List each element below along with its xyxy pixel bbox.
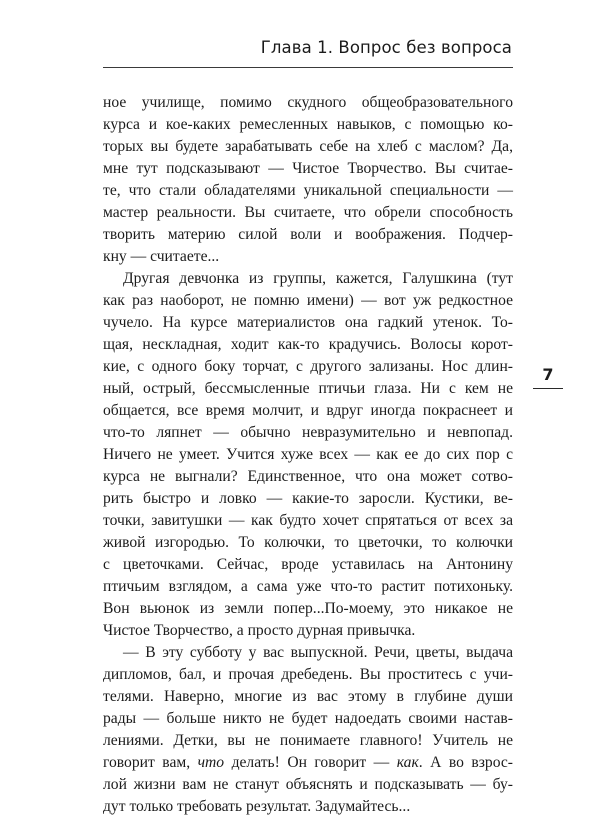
text-line: как раз наоборот, не помню имени) — вот уж редкостное: [103, 292, 513, 309]
text-line: лениями. Детки, вы не понимаете главного! Учитель не: [103, 732, 513, 749]
text-line: мастер реальности. Вы считаете, что обрели способность: [103, 204, 513, 221]
text-line: — В эту субботу у вас выпускной. Речи, цветы, выдача: [123, 644, 513, 661]
text-line: торых вы будете зарабатывать себе на хлеб с маслом? Да,: [103, 138, 513, 155]
text-line: с цветочками. Сейчас, вроде уставилась на Антонину: [103, 556, 513, 573]
text-line: щая, нескладная, ходит как-то крадучись. Волосы корот-: [103, 336, 513, 353]
text-line: кну — считаете...: [103, 248, 220, 265]
header-rule: [103, 67, 513, 68]
text-line: рить быстро и ловко — какие-то заросли. Кустики, ве-: [103, 490, 513, 507]
text-line: кие, с одного боку торчат, с другого зализаны. Нос длин-: [103, 358, 513, 375]
text-line: общается, все время молчит, и вдруг иногда покраснеет и: [103, 402, 513, 419]
text-segment: . А во взрос-: [418, 754, 513, 771]
text-line: курса и кое-каких ремесленных навыков, с помощью ко-: [103, 116, 513, 133]
text-line: чучело. На курсе материалистов она гадкий утенок. То-: [103, 314, 513, 331]
emphasis-how: как: [396, 754, 419, 771]
text-line: [103, 752, 513, 774]
text-line: телями. Наверно, многие из вас этому в глубине души: [103, 688, 513, 705]
text-line: дут только требовать результат. Задумайтесь...: [103, 798, 411, 815]
body-text: [103, 92, 513, 818]
page-number-rule: [533, 388, 563, 389]
text-line: Вон вьюнок из земли попер...По-моему, это никакое не: [103, 600, 513, 617]
text-line: творить материю силой воли и воображения. Подчер-: [103, 226, 513, 243]
text-line: мне тут подсказывают — Чистое Творчество. Вы считае-: [103, 160, 513, 177]
text-line: Чистое Творчество, а просто дурная привычка.: [103, 622, 416, 639]
text-line: птичьим взглядом, а сама уже что-то растит потихоньку.: [103, 578, 513, 595]
text-line: что-то ляпнет — обычно невразумительно и невпопад.: [103, 424, 513, 441]
text-line: ное училище, помимо скудного общеобразовательного: [103, 94, 513, 111]
running-head-title: Глава 1. Вопрос без вопроса: [260, 38, 512, 57]
text-line: те, что стали обладателями уникальной специальности —: [103, 182, 513, 199]
emphasis-what: что: [197, 754, 225, 771]
page-number-block: [528, 366, 568, 389]
text-line: дипломов, бал, и прочая дребедень. Вы проститесь с учи-: [103, 666, 513, 683]
text-line: рады — больше никто не будет надоедать своими настав-: [103, 710, 513, 727]
text-line: ный, острый, бессмысленные птичьи глаза. Ни с кем не: [103, 380, 513, 397]
text-line: Другая девчонка из группы, кажется, Галушкина (тут: [123, 270, 513, 287]
text-line: живой изгородью. То колючки, то цветочки, то колючки: [103, 534, 513, 551]
text-segment: говорит вам,: [103, 754, 198, 771]
page-number: 7: [542, 365, 554, 384]
text-line: точки, завитушки — как будто хочет спрятаться от всех за: [103, 512, 513, 529]
text-line: Ничего не умеет. Учится хуже всех — как ее до сих пор с: [103, 446, 513, 463]
text-segment: делать! Он говорит —: [224, 754, 397, 771]
text-line: курса не выгнали? Единственное, что она может сотво-: [103, 468, 513, 485]
text-line: лой жизни вам не станут объяснять и подсказывать — бу-: [103, 776, 513, 793]
